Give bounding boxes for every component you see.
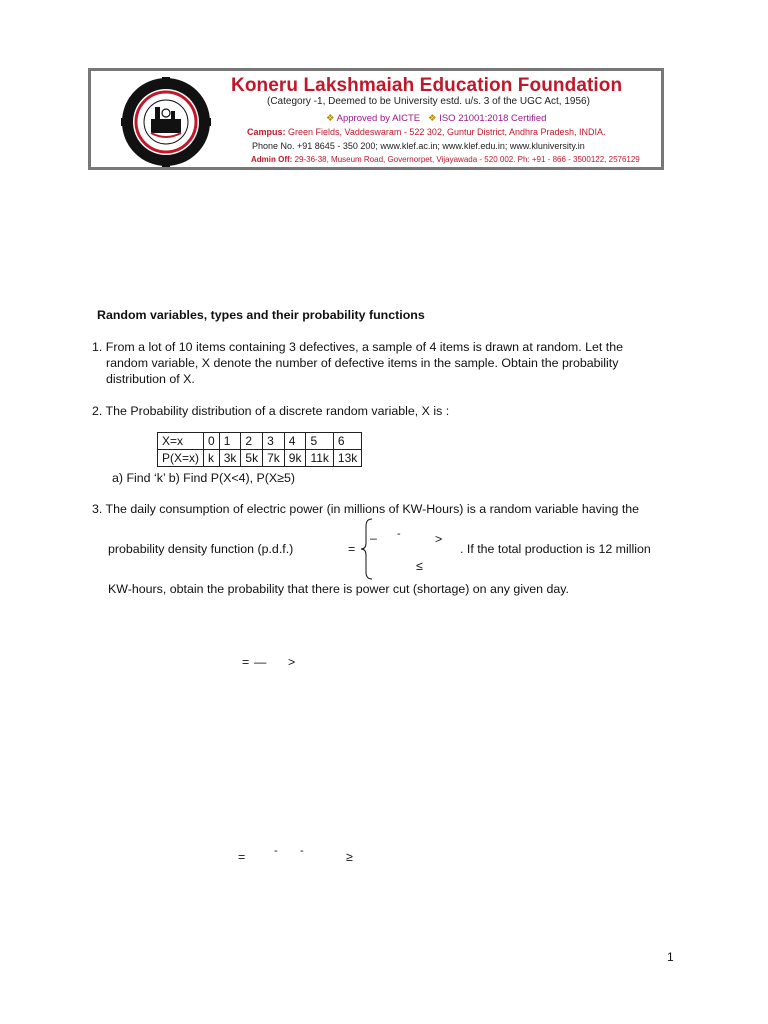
greater-equal-sign: ≥ (346, 850, 353, 864)
greater-than-sign: > (435, 532, 443, 546)
table-cell: 4 (284, 433, 306, 450)
equals-sign: = (242, 655, 250, 669)
q1-line-3: distribution of X. (106, 372, 195, 386)
campus-label: Campus: (247, 127, 286, 137)
q3-line-2-tail: . If the total production is 12 million (460, 542, 651, 556)
table-cell: 1 (219, 433, 241, 450)
dash-sign: - (274, 845, 278, 857)
org-name: Koneru Lakshmaiah Education Foundation (231, 75, 623, 96)
pdf-label: probability density function (p.d.f.) (108, 542, 294, 556)
question-1 (92, 339, 682, 387)
left-brace (360, 518, 374, 580)
q2-subparts: a) Find ‘k’ b) Find P(X<4), P(X≥5) (112, 471, 295, 485)
question-3 (92, 501, 682, 517)
table-cell: k (204, 450, 220, 467)
table-row-p (158, 450, 362, 467)
diamond-icon: ❖ (428, 113, 437, 124)
table-cell: 3k (219, 450, 241, 467)
admin-label: Admin Off: (251, 155, 293, 164)
q1-line-2: random variable, X denote the number of defective items in the sample. Obtain the probability (106, 356, 619, 370)
admin-text: 29-36-38, Museum Road, Governorpet, Vijayawada - 520 002. Ph: +91 - 866 - 3500122, 2576129 (294, 155, 640, 164)
table-row-x (158, 433, 362, 450)
minus-sign: – (370, 531, 377, 545)
iso-certification: ISO 21001:2018 Certified (439, 113, 547, 124)
less-equal-sign: ≤ (416, 559, 423, 573)
q3-line-1: 3. The daily consumption of electric power (in millions of KW-Hours) is a random variable having the (92, 502, 640, 516)
question-2 (92, 403, 682, 419)
table-cell: 13k (333, 450, 361, 467)
letterhead (88, 68, 664, 170)
dash-sign: - (300, 845, 304, 857)
q2-text: 2. The Probability distribution of a discrete random variable, X is : (92, 404, 450, 418)
greater-than-sign: > (288, 655, 296, 669)
table-cell: X=x (158, 433, 204, 450)
campus-text: Green Fields, Vaddeswaram - 522 302, Guntur District, Andhra Pradesh, INDIA. (288, 127, 606, 137)
document-title: Random variables, types and their probability functions (97, 308, 425, 322)
table-cell: 6 (333, 433, 361, 450)
table-cell: 5 (306, 433, 333, 450)
table-cell: 0 (204, 433, 220, 450)
table-cell: 3 (263, 433, 285, 450)
table-cell: 9k (284, 450, 306, 467)
org-category: (Category -1, Deemed to be University estd. u/s. 3 of the UGC Act, 1956) (267, 96, 590, 107)
diamond-icon: ❖ (326, 113, 335, 124)
equals-sign: = (348, 542, 356, 556)
campus-address (247, 127, 606, 137)
table-cell: 5k (241, 450, 263, 467)
contact-line: Phone No. +91 8645 - 350 200; www.klef.ac.in; www.klef.edu.in; www.kluniversity.in (252, 141, 585, 151)
long-dash: — (254, 655, 267, 669)
page-number: 1 (667, 950, 674, 964)
admin-office (251, 155, 640, 164)
probability-table (157, 432, 362, 467)
university-logo (121, 77, 211, 167)
q3-line-3: KW-hours, obtain the probability that there is power cut (shortage) on any given day. (108, 582, 569, 596)
aicte-approval: Approved by AICTE (336, 113, 421, 124)
table-cell: 11k (306, 450, 333, 467)
table-cell: 7k (263, 450, 285, 467)
dash-sign: - (397, 528, 401, 540)
table-cell: 2 (241, 433, 263, 450)
table-cell: P(X=x) (158, 450, 204, 467)
q1-line-1: 1. From a lot of 10 items containing 3 defectives, a sample of 4 items is drawn at random. Let the (92, 340, 623, 354)
equals-sign: = (238, 850, 246, 864)
accreditation-line (326, 113, 546, 124)
